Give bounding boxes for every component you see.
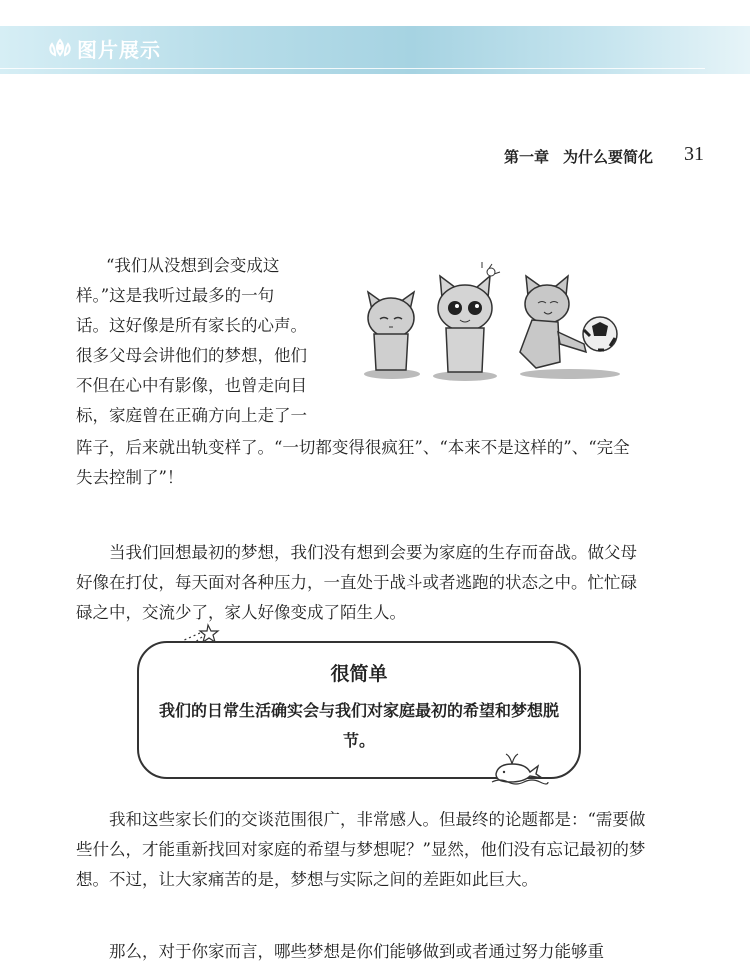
paragraph-1-wrap <box>76 251 350 431</box>
p1-line: 样。”这是我听过最多的一句 <box>76 286 275 305</box>
flower-logo-icon <box>45 36 75 58</box>
paragraph-4: 那么，对于你家而言，哪些梦想是你们能够做到或者通过努力能够重 <box>109 942 604 961</box>
p1-line: 很多父母会讲他们的梦想，他们 <box>76 346 307 365</box>
paragraph-1-rest: 阵子，后来就出轨变样了。“一切都变得很疯狂”、“本来不是这样的”、“完全失去控制了”！ <box>76 438 630 487</box>
page-number: 31 <box>684 143 704 165</box>
p1-line: “我们从没想到会变成这 <box>106 256 280 275</box>
whale-icon <box>490 752 550 786</box>
section-title: 图片展示 <box>77 38 161 62</box>
p1-line: 话。这好像是所有家长的心声。 <box>76 316 307 335</box>
chapter-title: 为什么要简化 <box>563 148 654 166</box>
chapter-label: 第一章 <box>504 148 550 166</box>
cats-illustration <box>360 262 625 384</box>
p1-line: 不但在心中有影像，也曾走向目 <box>76 376 307 395</box>
callout-title: 很简单 <box>330 663 388 685</box>
running-head <box>504 146 653 167</box>
paragraph-3: 我和这些家长们的交谈范围很广，非常感人。但最终的论题都是：“需要做些什么，才能重新找回对家庭的希望与梦想呢？”显然，他们没有忘记最初的梦想。不过，让大家痛苦的是，梦想与实际之间的差距如此巨大。 <box>76 810 646 889</box>
paragraph-2: 当我们回想最初的梦想，我们没有想到会要为家庭的生存而奋战。做父母好像在打仗，每天面对各种压力，一直处于战斗或者逃跑的状态之中。忙忙碌碌之中，交流少了，家人好像变成了陌生人。 <box>76 543 637 622</box>
p1-line: 标，家庭曾在正确方向上走了一 <box>76 406 307 425</box>
header-rule <box>0 68 705 69</box>
callout-text: 我们的日常生活确实会与我们对家庭最初的希望和梦想脱节。 <box>159 701 560 750</box>
